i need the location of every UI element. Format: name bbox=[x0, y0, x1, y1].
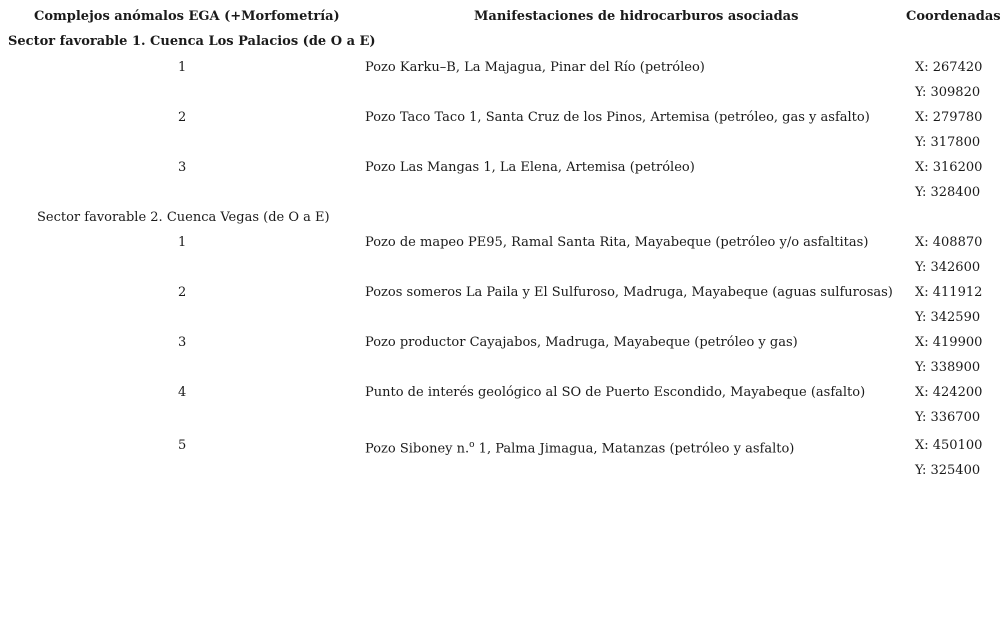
coord-x: X: 408870 bbox=[915, 235, 983, 250]
coord-x: X: 450100 bbox=[915, 438, 983, 453]
row-description: Pozos someros La Paila y El Sulfuroso, Madruga, Mayabeque (aguas sulfurosas) bbox=[365, 285, 893, 300]
coord-x: X: 267420 bbox=[915, 60, 983, 75]
row-number: 4 bbox=[178, 385, 187, 400]
row-number: 2 bbox=[178, 110, 187, 125]
coord-y: Y: 317800 bbox=[915, 135, 981, 150]
row-description: Pozo Taco Taco 1, Santa Cruz de los Pinos, Artemisa (petróleo, gas y asfalto) bbox=[365, 110, 870, 125]
column-header-coordinates: Coordenadas bbox=[906, 9, 1001, 24]
row-description: Pozo productor Cayajabos, Madruga, Mayabeque (petróleo y gas) bbox=[365, 335, 798, 350]
coord-x: X: 411912 bbox=[915, 285, 983, 300]
row-description: Pozo Las Mangas 1, La Elena, Artemisa (petróleo) bbox=[365, 160, 695, 175]
table-row bbox=[0, 160, 1006, 210]
row-number: 1 bbox=[178, 60, 187, 75]
coord-x: X: 419900 bbox=[915, 335, 983, 350]
coord-y: Y: 342590 bbox=[915, 310, 981, 325]
row-description: Punto de interés geológico al SO de Puerto Escondido, Mayabeque (asfalto) bbox=[365, 385, 866, 400]
sector-2-title: Sector favorable 2. Cuenca Vegas (de O a E) bbox=[37, 210, 330, 225]
table-row bbox=[0, 385, 1006, 435]
table-row bbox=[0, 235, 1006, 285]
row-description: Pozo Karku–B, La Majagua, Pinar del Río (petróleo) bbox=[365, 60, 705, 75]
table-row bbox=[0, 110, 1006, 160]
table-row bbox=[0, 60, 1006, 110]
row-number: 5 bbox=[178, 438, 187, 453]
row-number: 2 bbox=[178, 285, 187, 300]
desc-text: Pozo Siboney n. bbox=[365, 441, 470, 457]
table-row bbox=[0, 438, 1006, 488]
row-number: 3 bbox=[178, 335, 187, 350]
row-number: 1 bbox=[178, 235, 187, 250]
coord-y: Y: 338900 bbox=[915, 360, 981, 375]
coord-y: Y: 325400 bbox=[915, 463, 981, 478]
desc-text: 1, Palma Jimagua, Matanzas (petróleo y asfalto) bbox=[474, 441, 795, 457]
column-header-anomalous-complexes: Complejos anómalos EGA (+Morfometría) bbox=[34, 9, 340, 24]
ordinal-superscript: o bbox=[469, 440, 475, 450]
coord-x: X: 424200 bbox=[915, 385, 983, 400]
table-row bbox=[0, 335, 1006, 385]
row-description bbox=[365, 440, 794, 456]
coord-x: X: 316200 bbox=[915, 160, 983, 175]
column-header-hydrocarbon-manifestations: Manifestaciones de hidrocarburos asociadas bbox=[474, 9, 799, 24]
table-row bbox=[0, 285, 1006, 335]
coord-y: Y: 342600 bbox=[915, 260, 981, 275]
coord-y: Y: 336700 bbox=[915, 410, 981, 425]
sector-1-title: Sector favorable 1. Cuenca Los Palacios (de O a E) bbox=[8, 34, 376, 49]
coord-x: X: 279780 bbox=[915, 110, 983, 125]
coord-y: Y: 328400 bbox=[915, 185, 981, 200]
coord-y: Y: 309820 bbox=[915, 85, 981, 100]
row-description: Pozo de mapeo PE95, Ramal Santa Rita, Mayabeque (petróleo y/o asfaltitas) bbox=[365, 235, 869, 250]
row-number: 3 bbox=[178, 160, 187, 175]
